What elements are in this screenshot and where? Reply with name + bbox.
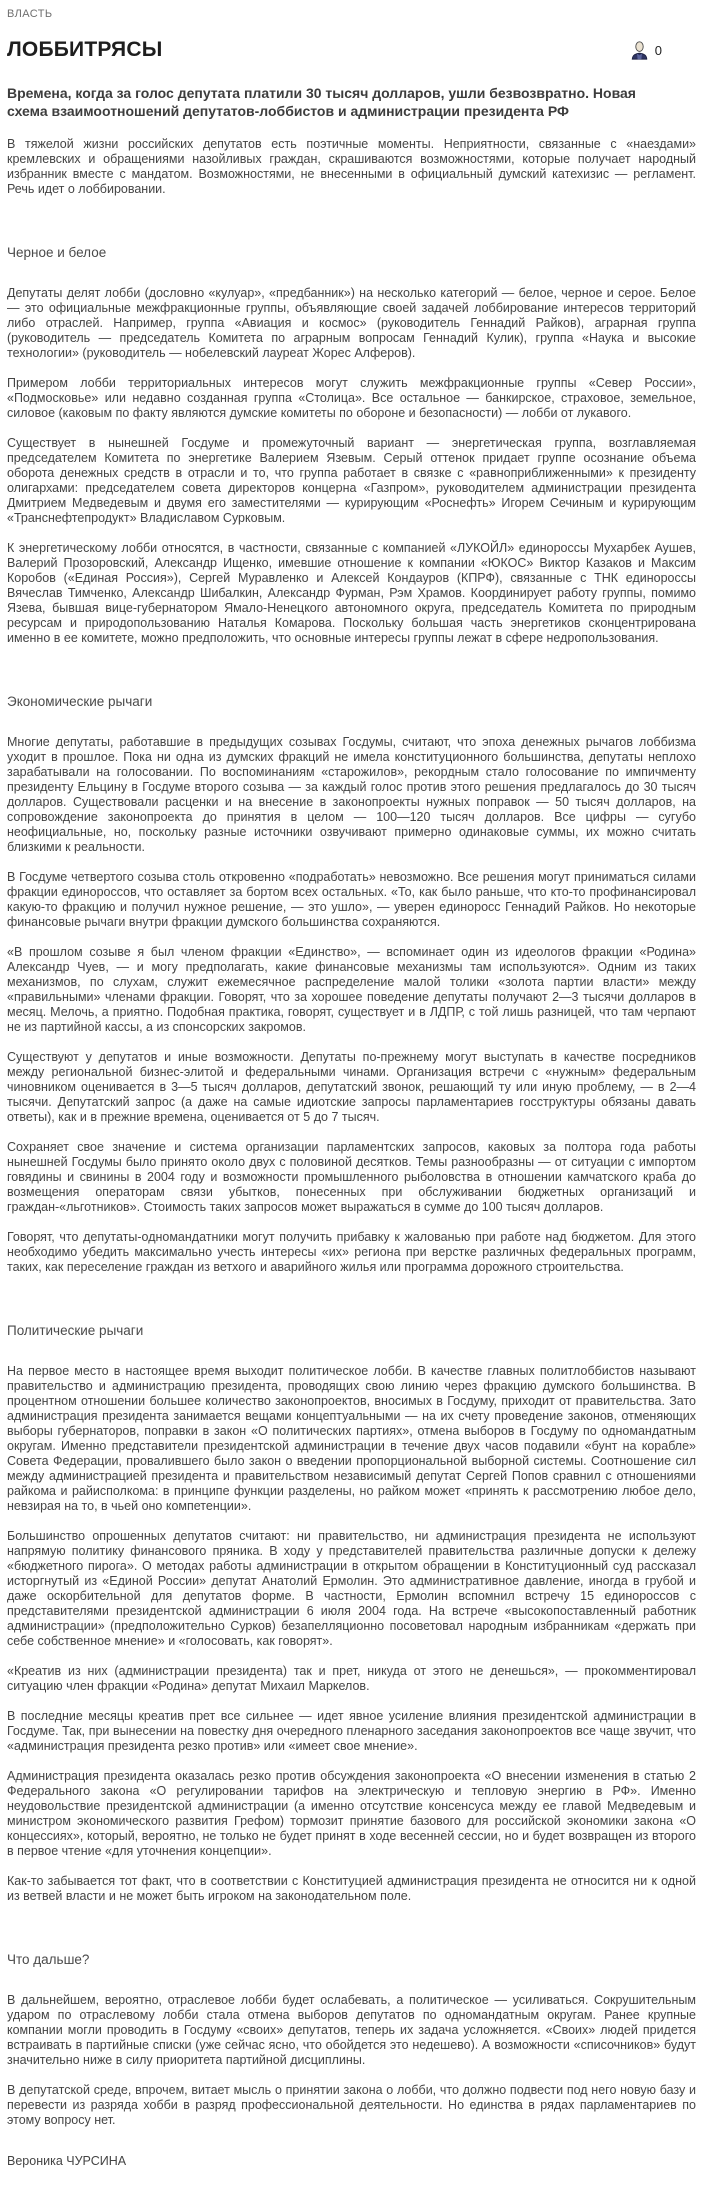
- article-paragraph: В депутатской среде, впрочем, витает мысль о принятии закона о лобби, что должно подвести под него новую базу и перевести из разряда хобби в разряд профессиональной деятельности. Но единства в рядах парламентариев по этому вопросу нет.: [7, 2083, 696, 2128]
- person-icon: [631, 41, 648, 60]
- page-title: ЛОББИТРЯСЫ: [7, 38, 163, 61]
- article-lead: Времена, когда за голос депутата платили 30 тысяч долларов, ушли безвозвратно. Новая схема взаимоотношений депутатов-лоббистов и администрации президента РФ: [7, 85, 636, 120]
- section-heading-what-next: Что дальше?: [7, 1952, 90, 1968]
- article-paragraph: Сохраняет свое значение и система организации парламентских запросов, каковых за полтора года работы нынешней Госдумы было принято около двух с половиной десятков. Темы разнообразны — от ситуации с импортом говядины и свинины в 2004 году и возможности промышленного рыболовства в отношении камчатского краба до возмещения операторам связи убытков, понесенных при обслуживании бюджетных организаций и граждан-«льготников». Стоимость таких запросов может выражаться в сумме до 100 тысяч долларов.: [7, 1140, 696, 1215]
- article-paragraph: Как-то забывается тот факт, что в соответствии с Конституцией администрация президента не относится ни к одной из ветвей власти и не может быть игроком на законодательном поле.: [7, 1874, 696, 1904]
- article-paragraph: В последние месяцы креатив прет все сильнее — идет явное усиление влияния президентской администрации в Госдуме. Так, при вынесении на повестку дня очередного пленарного заседания законопроектов все чаще звучит, что «администрация президента резко против» или «имеет свое мнение».: [7, 1709, 696, 1754]
- article-paragraph: В дальнейшем, вероятно, отраслевое лобби будет ослабевать, а политическое — усиливаться. Сокрушительным ударом по отраслевому лобби стала отмена выборов депутатов по одномандатным округам. Ранее крупные компании могли проводить в Госдуму «своих» депутатов, теперь их задача усложняется. «Своих» людей придется встраивать в партийные списки (уже сейчас ясно, что обойдется это недешево). А возможности «списочников» будут значительно ниже в силу приоритета партийной дисциплины.: [7, 1993, 696, 2068]
- article-paragraph: Большинство опрошенных депутатов считают: ни правительство, ни администрация президента не используют напрямую политику финансового пряника. В ходу у представителей правительства различные допуски к дележу «бюджетного пирога». О методах работы администрации в открытом обращении в Конституционный суд рассказал исторгнутый из «Единой России» депутат Анатолий Ермолин. Это административное давление, иногда в грубой и даже оскорбительной для депутатов форме. В частности, Ермолин вспомнил встречу 15 единороссов с представителями президентской администрации 6 июля 2004 года. На встрече «высокопоставленный работник администрации» (предположительно Сурков) безапелляционно посоветовал народным избранникам «держать при себе собственное мнение» и «голосовать, как говорят».: [7, 1529, 696, 1649]
- article-paragraph: Примером лобби территориальных интересов могут служить межфракционные группы «Север России», «Подмосковье» или недавно созданная группа «Столица». Все остальное — банкирское, страховое, земельное, силовое (каковым по факту являются думские комитеты по обороне и безопасности) — лобби от лукавого.: [7, 376, 696, 421]
- article-paragraph: Существуют у депутатов и иные возможности. Депутаты по-прежнему могут выступать в качестве посредников между региональной бизнес-элитой и федеральными чинами. Организация встречи с «нужным» федеральным чиновником оценивается в 3—5 тысяч долларов, депутатский звонок, решающий ту или иную проблему, — в 2—4 тысячи. Депутатский запрос (а даже на самые идиотские запросы парламентариев госструктуры обязаны давать ответы), как и в прежние времена, оценивается от 5 до 7 тысяч.: [7, 1050, 696, 1125]
- rubric-link[interactable]: ВЛАСТЬ: [7, 8, 53, 20]
- comments-count: 0: [654, 42, 662, 58]
- article-intro-paragraph: В тяжелой жизни российских депутатов есть поэтичные моменты. Неприятности, связанные с «наездами» кремлевских и обращениями назойливых граждан, скрашиваются возможностями, которые получает народный избранник вместе с мандатом. Возможностями, не внесенными в официальный думский катехизис — регламент. Речь идет о лоббировании.: [7, 137, 696, 197]
- article-paragraph: В Госдуме четвертого созыва столь откровенно «подработать» невозможно. Все решения могут приниматься силами фракции единороссов, что оставляет за бортом всех остальных. «То, как было раньше, что кто-то профинансировал какую-то фракцию и получил нужное решение, — это ушло», — уверен единоросс Геннадий Райков. Но некоторые финансовые рычаги внутри фракции думского большинства сохраняются.: [7, 870, 696, 930]
- author-byline: Вероника ЧУРСИНА: [7, 2154, 127, 2169]
- comments-widget[interactable]: [631, 41, 662, 60]
- article-paragraph: Существует в нынешней Госдуме и промежуточный вариант — энергетическая группа, возглавляемая председателем Комитета по энергетике Валерием Язевым. Серый оттенок придает группе осознание объема оборота денежных средств в отрасли и то, что группа работает в связке с «равноприближенными» к президенту олигархами: председателем совета директоров концерна «Газпром», руководителем администрации президента Дмитрием Медведевым и двумя его заместителями — курирующим «Роснефть» Игорем Сечиным и курирующим «Транснефтепродукт» Владиславом Сурковым.: [7, 436, 696, 526]
- article-paragraph: «Креатив из них (администрации президента) так и прет, никуда от этого не денешься», — прокомментировал ситуацию член фракции «Родина» депутат Михаил Маркелов.: [7, 1664, 696, 1694]
- article-paragraph: К энергетическому лобби относятся, в частности, связанные с компанией «ЛУКОЙЛ» единороссы Мухарбек Аушев, Валерий Прозоровский, Александр Ищенко, имевшие отношение к компании «ЮКОС» Виктор Казаков и Максим Коробов («Единая Россия»), Сергей Муравленко и Алексей Кондауров (КПРФ), связанные с ТНК единороссы Вячеслав Тимченко, Александр Шибалкин, Александр Фурман, Рэм Храмов. Координирует работу группы, помимо Язева, бывшая вице-губернатором Ямало-Ненецкого автономного округа, председатель Комитета по природным ресурсам и природопользованию Наталья Комарова. Поскольку большая часть энергетиков сконцентрирована именно в ее комитете, можно предположить, что основные интересы группы лежат в сфере недропользования.: [7, 541, 696, 646]
- article-paragraph: Говорят, что депутаты-одномандатники могут получить прибавку к жалованью при работе над бюджетом. Для этого необходимо убедить максимально учесть интересы «их» региона при верстке различных федеральных программ, таких, как переселение граждан из ветхого и аварийного жилья или программа дорожного строительства.: [7, 1230, 696, 1275]
- article-paragraph: Депутаты делят лобби (дословно «кулуар», «предбанник») на несколько категорий — белое, черное и серое. Белое — это официальные межфракционные группы, объявляющие своей задачей лоббирование интересов территорий либо отраслей. Например, группа «Авиация и космос» (руководитель Геннадий Райков), аграрная группа (руководитель — председатель Комитета по аграрным вопросам Геннадий Кулик), группа «Наука и высокие технологии» (руководитель — нобелевский лауреат Жорес Алферов).: [7, 286, 696, 361]
- section-heading-black-and-white: Черное и белое: [7, 245, 107, 261]
- title-row: [7, 38, 696, 62]
- article-paragraph: «В прошлом созыве я был членом фракции «Единство», — вспоминает один из идеологов фракции «Родина» Александр Чуев, — и могу предполагать, какие финансовые механизмы там используются». Одним из таких механизмов, по слухам, служит ежемесячное распределение малой толики «золота партии власти» между «правильными» членами фракции. Говорят, что за хорошее поведение депутаты получают 2—3 тысячи долларов в месяц. Мелочь, а приятно. Подобная практика, говорят, существует и в ЛДПР, с той лишь разницей, что там черпают не из партийной кассы, а из спонсорских закромов.: [7, 945, 696, 1035]
- article-paragraph: Администрация президента оказалась резко против обсуждения законопроекта «О внесении изменения в статью 2 Федерального закона «О регулировании тарифов на электрическую и тепловую энергию в РФ». Именно неудовольствие президентской администрации (а именно отсутствие консенсуса между ее главой Медведевым и министром экономического развития Грефом) тормозит принятие базового для российской экономики закона «О концессиях», который, вероятно, не только не будет принят в ходе весенней сессии, но и будет возвращен из второго в первое чтение «для уточнения концепции».: [7, 1769, 696, 1859]
- section-heading-economic-levers: Экономические рычаги: [7, 694, 153, 710]
- article-paragraph: Многие депутаты, работавшие в предыдущих созывах Госдумы, считают, что эпоха денежных рычагов лоббизма уходит в прошлое. Пока ни одна из думских фракций не имела конституционного большинства, депутаты неплохо зарабатывали на голосовании. По воспоминаниям «старожилов», рекордным стало голосование по импичменту президенту Ельцину в Госдуме второго созыва — за каждый голос против этого решения предлагалось до 30 тысяч долларов. Существовали расценки и на внесение в законопроекты нужных поправок — 50 тысяч долларов, на сопровождение законопроекта до принятия в целом — 100—120 тысяч долларов. Все цифры — сугубо неофициальные, но, поскольку разные источники озвучивают примерно одинаковые суммы, их можно считать близкими к реальности.: [7, 735, 696, 855]
- article-paragraph: На первое место в настоящее время выходит политическое лобби. В качестве главных политлоббистов называют правительство и администрацию президента, проводящих свою линию через фракцию думского большинства. В процентном отношении большее количество законопроектов, вносимых в Госдуму, приходит от правительства. Зато администрация президента занимается вещами концептуальными — на их счету проведение законов, отменяющих выборы губернаторов, поправки в закон «О политических партиях», отмена выборов в Госдуму по одномандатным округам. Именно представители президентской администрации в течение двух часов подавили «бунт на корабле» Совета Федерации, провалившего было закон о введении пропорциональной выборной системы. Соотношение сил между администрацией президента и правительством независимый депутат Сергей Попов сравнил с отношениями райкома и райисполкома: в принципе функции разделены, но райком может «принять к рассмотрению любое дело, невзирая на то, в чьей оно компетенции».: [7, 1364, 696, 1514]
- section-heading-political-levers: Политические рычаги: [7, 1323, 144, 1339]
